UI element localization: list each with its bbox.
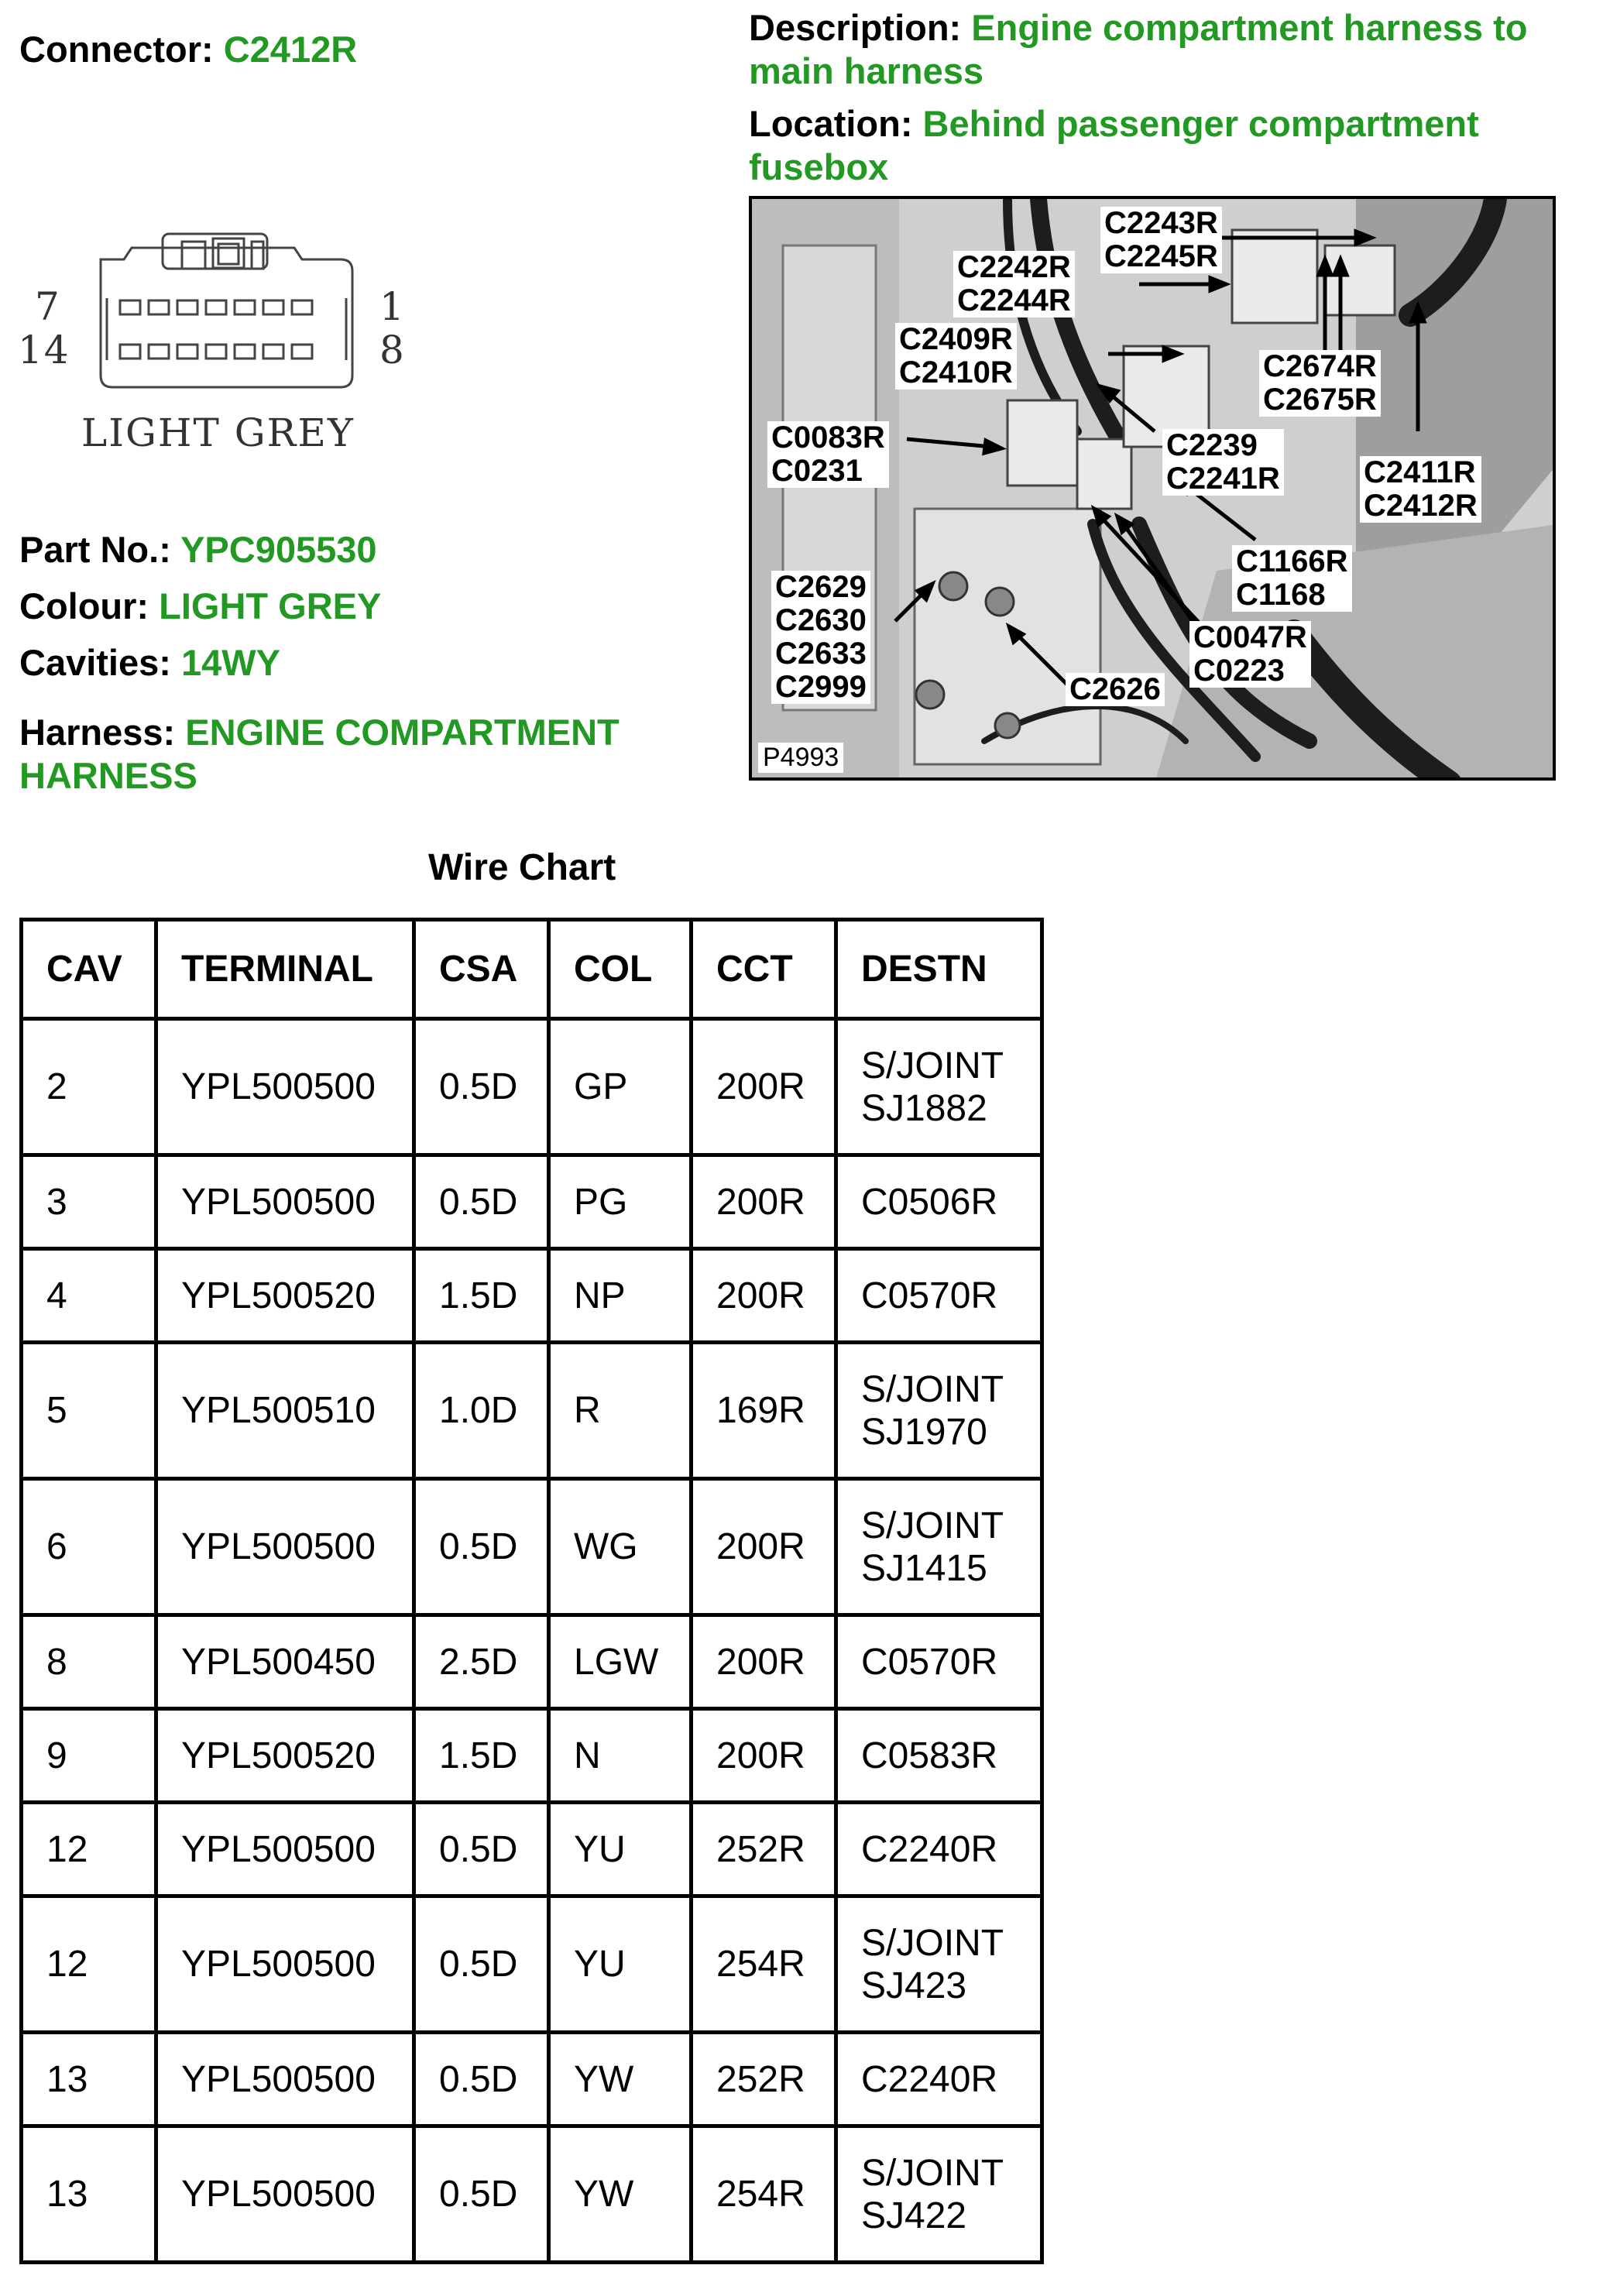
cell-col: YU — [549, 1803, 692, 1896]
cell-destn: S/JOINT SJ1882 — [836, 1019, 1042, 1155]
callout-c2626: C2626 — [1066, 673, 1165, 706]
part-no-label: Part No.: — [19, 529, 171, 570]
cell-cav: 6 — [22, 1479, 156, 1615]
description-line — [749, 6, 1593, 93]
connector-line — [19, 28, 357, 71]
cell-destn: C0506R — [836, 1155, 1042, 1249]
table-row — [22, 1709, 1042, 1803]
harness-label: Harness: — [19, 712, 176, 753]
cell-terminal: YPL500520 — [156, 1709, 414, 1803]
cell-csa: 1.5D — [414, 1249, 549, 1343]
cell-destn: C0570R — [836, 1615, 1042, 1709]
cell-col: YW — [549, 2126, 692, 2263]
callout-c2243r: C2243R C2245R — [1100, 207, 1222, 273]
table-row — [22, 1249, 1042, 1343]
wire-chart-title: Wire Chart — [428, 847, 616, 888]
cell-destn: S/JOINT SJ1415 — [836, 1479, 1042, 1615]
callout-c2239: C2239 C2241R — [1162, 429, 1284, 496]
cell-terminal: YPL500520 — [156, 1249, 414, 1343]
cell-col: GP — [549, 1019, 692, 1155]
cell-cct: 200R — [692, 1615, 836, 1709]
column-header-cav: CAV — [22, 920, 156, 1019]
wire-chart-table — [19, 918, 1044, 2264]
table-header-row — [22, 920, 1042, 1019]
cell-terminal: YPL500500 — [156, 1803, 414, 1896]
cell-csa: 0.5D — [414, 2033, 549, 2126]
cell-csa: 0.5D — [414, 2126, 549, 2263]
cell-cav: 12 — [22, 1896, 156, 2033]
cell-cav: 13 — [22, 2126, 156, 2263]
cell-csa: 0.5D — [414, 1155, 549, 1249]
cell-cct: 200R — [692, 1019, 836, 1155]
cell-terminal: YPL500500 — [156, 1896, 414, 2033]
cell-col: PG — [549, 1155, 692, 1249]
colour-value: LIGHT GREY — [159, 585, 382, 626]
table-row — [22, 1615, 1042, 1709]
cell-destn: C0583R — [836, 1709, 1042, 1803]
cell-csa: 1.5D — [414, 1709, 549, 1803]
cell-cct: 254R — [692, 1896, 836, 2033]
table-row — [22, 2126, 1042, 2263]
cell-cct: 169R — [692, 1343, 836, 1479]
cell-cav: 5 — [22, 1343, 156, 1479]
location-line — [749, 102, 1570, 189]
cell-cct: 200R — [692, 1709, 836, 1803]
cell-cct: 254R — [692, 2126, 836, 2263]
cell-cct: 252R — [692, 2033, 836, 2126]
cell-terminal: YPL500500 — [156, 2126, 414, 2263]
callout-c0083r: C0083R C0231 — [767, 421, 889, 488]
cell-col: YW — [549, 2033, 692, 2126]
cell-col: WG — [549, 1479, 692, 1615]
cell-cav: 3 — [22, 1155, 156, 1249]
cell-col: LGW — [549, 1615, 692, 1709]
cell-cav: 8 — [22, 1615, 156, 1709]
cell-cav: 9 — [22, 1709, 156, 1803]
cavities-value: 14WY — [180, 642, 280, 683]
cell-destn: C2240R — [836, 1803, 1042, 1896]
description-value: Engine compartment harness to main harness — [749, 7, 1528, 91]
cell-destn: C2240R — [836, 2033, 1042, 2126]
table-row — [22, 2033, 1042, 2126]
cell-col: NP — [549, 1249, 692, 1343]
cell-destn: S/JOINT SJ422 — [836, 2126, 1042, 2263]
column-header-destn: DESTN — [836, 920, 1042, 1019]
cell-terminal: YPL500450 — [156, 1615, 414, 1709]
callout-c2411r: C2411R C2412R — [1360, 456, 1481, 523]
table-row — [22, 1019, 1042, 1155]
cell-terminal: YPL500500 — [156, 1019, 414, 1155]
pin-label-14: 14 — [18, 328, 70, 372]
pin-label-7: 7 — [35, 284, 61, 329]
table-row — [22, 1479, 1042, 1615]
cavities-label: Cavities: — [19, 642, 171, 683]
cell-terminal: YPL500500 — [156, 1479, 414, 1615]
callout-c2629: C2629 C2630 C2633 C2999 — [771, 571, 870, 704]
location-photo — [749, 196, 1556, 781]
connector-colour-caption: LIGHT GREY — [81, 410, 355, 455]
colour-label: Colour: — [19, 585, 149, 626]
table-row — [22, 1155, 1042, 1249]
column-header-cct: CCT — [692, 920, 836, 1019]
table-row — [22, 1896, 1042, 2033]
callout-c0047r: C0047R C0223 — [1189, 621, 1311, 688]
cell-cav: 2 — [22, 1019, 156, 1155]
cell-destn: S/JOINT SJ1970 — [836, 1343, 1042, 1479]
column-header-csa: CSA — [414, 920, 549, 1019]
column-header-terminal: TERMINAL — [156, 920, 414, 1019]
harness-value: ENGINE COMPARTMENT HARNESS — [19, 712, 620, 796]
cell-csa: 0.5D — [414, 1479, 549, 1615]
connector-value: C2412R — [223, 29, 358, 70]
cell-cct: 200R — [692, 1155, 836, 1249]
part-no-value: YPC905530 — [180, 529, 377, 570]
part-no-line — [19, 528, 377, 571]
pin-label-1: 1 — [379, 284, 406, 329]
cell-cav: 13 — [22, 2033, 156, 2126]
column-header-col: COL — [549, 920, 692, 1019]
table-row — [22, 1343, 1042, 1479]
cell-csa: 0.5D — [414, 1803, 549, 1896]
callout-c1166r: C1166R C1168 — [1232, 545, 1352, 612]
cell-terminal: YPL500500 — [156, 2033, 414, 2126]
cell-csa: 1.0D — [414, 1343, 549, 1479]
cell-cav: 12 — [22, 1803, 156, 1896]
cell-col: N — [549, 1709, 692, 1803]
cell-col: YU — [549, 1896, 692, 2033]
cell-cct: 252R — [692, 1803, 836, 1896]
cell-csa: 0.5D — [414, 1019, 549, 1155]
colour-line — [19, 585, 381, 628]
cavities-line — [19, 641, 280, 685]
location-label: Location: — [749, 103, 913, 144]
cell-cav: 4 — [22, 1249, 156, 1343]
cell-terminal: YPL500500 — [156, 1155, 414, 1249]
cell-cct: 200R — [692, 1479, 836, 1615]
callout-c2242r: C2242R C2244R — [953, 251, 1075, 317]
cell-csa: 2.5D — [414, 1615, 549, 1709]
cell-destn: C0570R — [836, 1249, 1042, 1343]
pin-label-8: 8 — [379, 328, 406, 372]
connector-label: Connector: — [19, 29, 214, 70]
callout-c2674r: C2674R C2675R — [1259, 350, 1381, 417]
harness-line — [19, 711, 701, 798]
callout-c2409r: C2409R C2410R — [895, 323, 1017, 390]
connector-face-diagram — [15, 225, 418, 472]
cell-col: R — [549, 1343, 692, 1479]
cell-cct: 200R — [692, 1249, 836, 1343]
photo-reference-id: P4993 — [758, 743, 843, 773]
description-label: Description: — [749, 7, 962, 48]
cell-destn: S/JOINT SJ423 — [836, 1896, 1042, 2033]
cell-csa: 0.5D — [414, 1896, 549, 2033]
cell-terminal: YPL500510 — [156, 1343, 414, 1479]
table-row — [22, 1803, 1042, 1896]
location-value: Behind passenger compartment fusebox — [749, 103, 1479, 187]
